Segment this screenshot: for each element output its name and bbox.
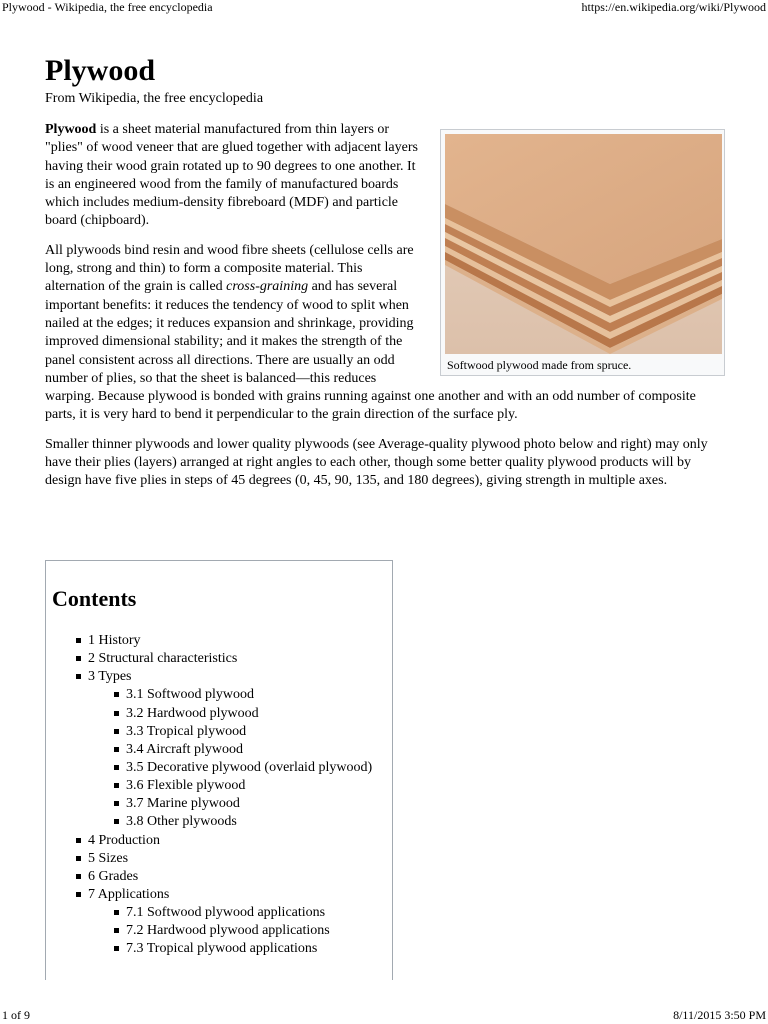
page-header-title: Plywood - Wikipedia, the free encyclopedia bbox=[2, 0, 213, 14]
figure-thumbnail bbox=[440, 129, 725, 376]
toc-title: Contents bbox=[52, 586, 137, 611]
bullet-icon bbox=[114, 783, 119, 788]
bullet-icon bbox=[76, 638, 81, 643]
bullet-icon bbox=[114, 819, 119, 824]
toc-item[interactable] bbox=[46, 686, 392, 704]
bullet-icon bbox=[114, 747, 119, 752]
toc-link[interactable]: 6 Grades bbox=[88, 868, 139, 884]
toc-link[interactable]: 2 Structural characteristics bbox=[88, 651, 238, 667]
toc-item[interactable] bbox=[46, 886, 392, 904]
toc-item[interactable] bbox=[46, 850, 392, 868]
toc-link[interactable]: 7.2 Hardwood plywood applications bbox=[126, 923, 330, 939]
toc-link[interactable]: 3.1 Softwood plywood bbox=[126, 687, 254, 703]
bullet-icon bbox=[114, 692, 119, 697]
toc-item[interactable] bbox=[46, 795, 392, 813]
toc-link[interactable]: 7 Applications bbox=[88, 886, 170, 902]
toc-item[interactable] bbox=[46, 868, 392, 886]
paragraph-2: All plywoods bind resin and wood fibre sheets (cellulose cells are long, strong and thin) to form a composite material. This alternation of the grain is called cross-graining and has several important benefits: it reduces the tendency of wood to split when nailed at the edges; it reduces expansion and shrinkage, providing improved dimensional stability; and it makes the strength of the panel consistent across all directions. There are usually an odd number of plies, so that the sheet is balanced—this reduces warping. Because plywood is bonded with grains running against one another and with an odd number of composite parts, it is very hard to bend it perpendicular to the grain direction of the surface ply. bbox=[45, 242, 696, 423]
toc-item[interactable] bbox=[46, 705, 392, 723]
bullet-icon bbox=[114, 946, 119, 951]
paragraph-1: Plywood is a sheet material manufactured from thin layers or "plies" of wood veneer that are glued together with adjacent layers having their wood grain rotated up to 90 degrees to one another. It is an engineered wood from the family of manufactured boards which includes medium-density fibreboard (MDF) and particle board (chipboard). bbox=[45, 122, 418, 229]
page-header-url[interactable]: https://en.wikipedia.org/wiki/Plywood bbox=[581, 0, 766, 14]
toc-link[interactable]: 1 History bbox=[88, 633, 141, 648]
bullet-icon bbox=[76, 874, 81, 879]
bullet-icon bbox=[114, 910, 119, 915]
table-of-contents bbox=[45, 560, 393, 980]
bullet-icon bbox=[114, 711, 119, 716]
toc-link[interactable]: 5 Sizes bbox=[88, 850, 129, 866]
toc-link[interactable]: 3 Types bbox=[88, 669, 132, 685]
bullet-icon bbox=[114, 928, 119, 933]
toc-link[interactable]: 3.4 Aircraft plywood bbox=[126, 741, 244, 757]
toc-link[interactable]: 3.6 Flexible plywood bbox=[126, 778, 246, 794]
toc-item[interactable] bbox=[46, 668, 392, 686]
bullet-icon bbox=[76, 674, 81, 679]
bullet-icon bbox=[76, 856, 81, 861]
bullet-icon bbox=[114, 729, 119, 734]
toc-link[interactable]: 3.7 Marine plywood bbox=[126, 796, 240, 812]
toc-item[interactable] bbox=[46, 940, 392, 958]
article-tagline: From Wikipedia, the free encyclopedia bbox=[45, 91, 264, 106]
bullet-icon bbox=[114, 801, 119, 806]
print-datetime: 8/11/2015 3:50 PM bbox=[673, 1008, 766, 1022]
toc-link[interactable]: 4 Production bbox=[88, 832, 160, 848]
toc-list bbox=[46, 632, 392, 959]
toc-item[interactable] bbox=[46, 904, 392, 922]
toc-item[interactable] bbox=[46, 759, 392, 777]
toc-link[interactable]: 7.1 Softwood plywood applications bbox=[126, 905, 326, 921]
bullet-icon bbox=[114, 765, 119, 770]
toc-item[interactable] bbox=[46, 813, 392, 831]
bold-term: Plywood bbox=[45, 122, 97, 137]
article-intro bbox=[45, 121, 725, 502]
toc-link[interactable]: 3.3 Tropical plywood bbox=[126, 723, 247, 739]
toc-link[interactable]: 3.5 Decorative plywood (overlaid plywood) bbox=[126, 759, 373, 775]
toc-item[interactable] bbox=[46, 650, 392, 668]
toc-item[interactable] bbox=[46, 741, 392, 759]
toc-item[interactable] bbox=[46, 832, 392, 850]
plywood-photo[interactable] bbox=[445, 134, 722, 354]
paragraph-3: Smaller thinner plywoods and lower quality plywoods (see Average-quality plywood photo below and right) may only have their plies (layers) arranged at right angles to each other, though some better quality plywood products will by design have five plies in steps of 45 degrees (0, 45, 90, 135, and 180 degrees), giving strength in multiple axes. bbox=[45, 436, 708, 489]
bullet-icon bbox=[76, 892, 81, 897]
italic-term: cross-graining bbox=[226, 279, 309, 295]
toc-link[interactable]: 3.8 Other plywoods bbox=[126, 814, 237, 830]
bullet-icon bbox=[76, 656, 81, 661]
figure-caption: Softwood plywood made from spruce. bbox=[447, 358, 632, 372]
toc-link[interactable]: 7.3 Tropical plywood applications bbox=[126, 941, 318, 957]
toc-item[interactable] bbox=[46, 922, 392, 940]
page-number: 1 of 9 bbox=[2, 1008, 30, 1022]
bullet-icon bbox=[76, 838, 81, 843]
toc-link[interactable]: 3.2 Hardwood plywood bbox=[126, 705, 259, 721]
toc-item[interactable] bbox=[46, 777, 392, 795]
toc-item[interactable] bbox=[46, 723, 392, 741]
article-title: Plywood bbox=[45, 54, 156, 87]
toc-item[interactable] bbox=[46, 632, 392, 650]
